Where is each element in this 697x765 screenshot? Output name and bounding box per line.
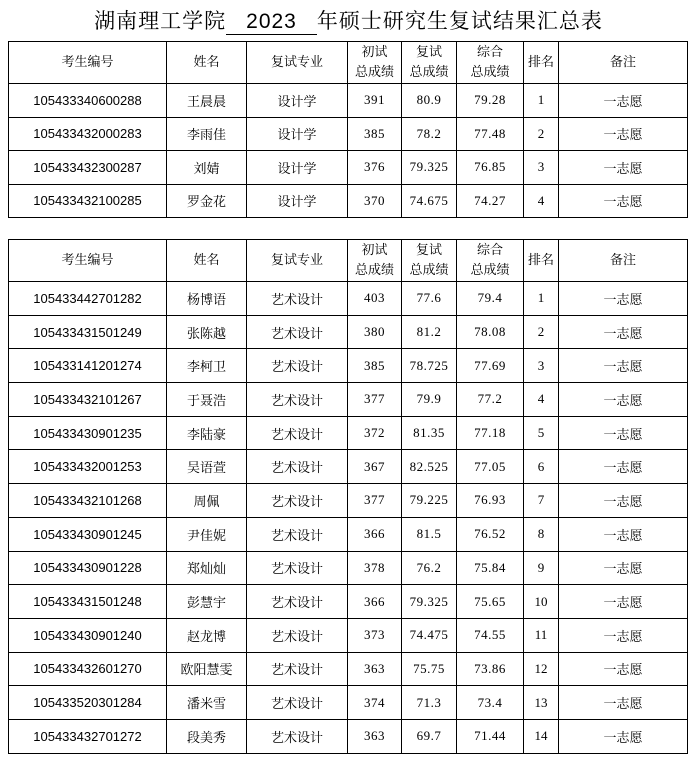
note-cell: 一志愿 xyxy=(559,450,688,484)
name-cell: 李雨佳 xyxy=(167,117,247,151)
table-row xyxy=(9,585,688,619)
rank-cell: 3 xyxy=(524,151,559,185)
total-score-cell: 73.4 xyxy=(457,686,524,720)
note-cell: 一志愿 xyxy=(559,517,688,551)
name-cell: 吴语萱 xyxy=(167,450,247,484)
header-retest-score xyxy=(402,42,457,84)
retest-score-cell: 79.325 xyxy=(402,151,457,185)
total-score-cell: 77.2 xyxy=(457,383,524,417)
note-cell: 一志愿 xyxy=(559,719,688,753)
name-cell: 于聂浩 xyxy=(167,383,247,417)
name-cell: 李陆豪 xyxy=(167,416,247,450)
header-total-score xyxy=(457,240,524,282)
header-retest-line2: 总成绩 xyxy=(409,64,449,80)
candidate-id-cell: 105433520301284 xyxy=(9,686,167,720)
note-cell: 一志愿 xyxy=(559,484,688,518)
initial-score-cell: 377 xyxy=(348,383,402,417)
header-initial-line1: 初试 xyxy=(361,242,388,258)
header-rank: 排名 xyxy=(524,42,559,84)
rank-cell: 4 xyxy=(524,383,559,417)
table-row xyxy=(9,151,688,185)
note-cell: 一志愿 xyxy=(559,686,688,720)
table-row xyxy=(9,383,688,417)
total-score-cell: 74.27 xyxy=(457,184,524,218)
retest-score-cell: 80.9 xyxy=(402,84,457,118)
retest-score-cell: 77.6 xyxy=(402,282,457,316)
header-initial-line2: 总成绩 xyxy=(354,262,394,278)
header-initial-score xyxy=(348,240,402,282)
name-cell: 王晨晨 xyxy=(167,84,247,118)
results-table-art-design xyxy=(8,239,688,754)
table-row xyxy=(9,652,688,686)
candidate-id-cell: 105433432101267 xyxy=(9,383,167,417)
table-row xyxy=(9,618,688,652)
total-score-cell: 76.85 xyxy=(457,151,524,185)
note-cell: 一志愿 xyxy=(559,184,688,218)
table-row xyxy=(9,450,688,484)
major-cell: 艺术设计 xyxy=(247,315,348,349)
initial-score-cell: 377 xyxy=(348,484,402,518)
major-cell: 艺术设计 xyxy=(247,585,348,619)
table-row xyxy=(9,84,688,118)
total-score-cell: 74.55 xyxy=(457,618,524,652)
initial-score-cell: 363 xyxy=(348,652,402,686)
initial-score-cell: 403 xyxy=(348,282,402,316)
header-total-line2: 总成绩 xyxy=(470,64,510,80)
candidate-id-cell: 105433431501248 xyxy=(9,585,167,619)
note-cell: 一志愿 xyxy=(559,315,688,349)
header-total-line2: 总成绩 xyxy=(470,262,510,278)
total-score-cell: 75.84 xyxy=(457,551,524,585)
header-initial-score xyxy=(348,42,402,84)
header-note: 备注 xyxy=(559,42,688,84)
note-cell: 一志愿 xyxy=(559,618,688,652)
major-cell: 艺术设计 xyxy=(247,484,348,518)
major-cell: 艺术设计 xyxy=(247,652,348,686)
candidate-id-cell: 105433432100285 xyxy=(9,184,167,218)
header-retest-score xyxy=(402,240,457,282)
candidate-id-cell: 105433432300287 xyxy=(9,151,167,185)
retest-score-cell: 69.7 xyxy=(402,719,457,753)
rank-cell: 1 xyxy=(524,282,559,316)
total-score-cell: 79.4 xyxy=(457,282,524,316)
initial-score-cell: 376 xyxy=(348,151,402,185)
retest-score-cell: 78.725 xyxy=(402,349,457,383)
table-row xyxy=(9,551,688,585)
name-cell: 段美秀 xyxy=(167,719,247,753)
candidate-id-cell: 105433432000283 xyxy=(9,117,167,151)
title-year: 2023 xyxy=(226,10,317,35)
note-cell: 一志愿 xyxy=(559,551,688,585)
retest-score-cell: 74.675 xyxy=(402,184,457,218)
header-major: 复试专业 xyxy=(247,42,348,84)
header-total-line1: 综合 xyxy=(476,242,503,258)
total-score-cell: 77.69 xyxy=(457,349,524,383)
major-cell: 设计学 xyxy=(247,184,348,218)
header-name: 姓名 xyxy=(167,240,247,282)
rank-cell: 2 xyxy=(524,117,559,151)
note-cell: 一志愿 xyxy=(559,349,688,383)
table-header-row xyxy=(9,42,688,84)
name-cell: 张陈越 xyxy=(167,315,247,349)
name-cell: 赵龙博 xyxy=(167,618,247,652)
retest-score-cell: 79.225 xyxy=(402,484,457,518)
initial-score-cell: 366 xyxy=(348,517,402,551)
candidate-id-cell: 105433432601270 xyxy=(9,652,167,686)
rank-cell: 3 xyxy=(524,349,559,383)
name-cell: 彭慧宇 xyxy=(167,585,247,619)
initial-score-cell: 391 xyxy=(348,84,402,118)
name-cell: 潘米雪 xyxy=(167,686,247,720)
candidate-id-cell: 105433430901228 xyxy=(9,551,167,585)
major-cell: 设计学 xyxy=(247,117,348,151)
total-score-cell: 75.65 xyxy=(457,585,524,619)
candidate-id-cell: 105433442701282 xyxy=(9,282,167,316)
total-score-cell: 77.18 xyxy=(457,416,524,450)
candidate-id-cell: 105433430901235 xyxy=(9,416,167,450)
major-cell: 艺术设计 xyxy=(247,450,348,484)
rank-cell: 6 xyxy=(524,450,559,484)
header-total-score xyxy=(457,42,524,84)
rank-cell: 1 xyxy=(524,84,559,118)
header-total-line1: 综合 xyxy=(476,44,503,60)
table-row xyxy=(9,184,688,218)
candidate-id-cell: 105433432001253 xyxy=(9,450,167,484)
table-row xyxy=(9,315,688,349)
total-score-cell: 76.93 xyxy=(457,484,524,518)
name-cell: 尹佳妮 xyxy=(167,517,247,551)
retest-score-cell: 76.2 xyxy=(402,551,457,585)
total-score-cell: 78.08 xyxy=(457,315,524,349)
retest-score-cell: 75.75 xyxy=(402,652,457,686)
name-cell: 郑灿灿 xyxy=(167,551,247,585)
note-cell: 一志愿 xyxy=(559,84,688,118)
total-score-cell: 71.44 xyxy=(457,719,524,753)
header-initial-line2: 总成绩 xyxy=(354,64,394,80)
candidate-id-cell: 105433430901240 xyxy=(9,618,167,652)
total-score-cell: 77.48 xyxy=(457,117,524,151)
initial-score-cell: 366 xyxy=(348,585,402,619)
total-score-cell: 77.05 xyxy=(457,450,524,484)
retest-score-cell: 82.525 xyxy=(402,450,457,484)
header-initial-line1: 初试 xyxy=(361,44,388,60)
header-candidate-id: 考生编号 xyxy=(9,42,167,84)
rank-cell: 2 xyxy=(524,315,559,349)
initial-score-cell: 373 xyxy=(348,618,402,652)
table-row xyxy=(9,719,688,753)
initial-score-cell: 370 xyxy=(348,184,402,218)
candidate-id-cell: 105433432701272 xyxy=(9,719,167,753)
major-cell: 设计学 xyxy=(247,84,348,118)
retest-score-cell: 79.325 xyxy=(402,585,457,619)
major-cell: 艺术设计 xyxy=(247,517,348,551)
initial-score-cell: 363 xyxy=(348,719,402,753)
rank-cell: 10 xyxy=(524,585,559,619)
major-cell: 艺术设计 xyxy=(247,551,348,585)
candidate-id-cell: 105433431501249 xyxy=(9,315,167,349)
initial-score-cell: 374 xyxy=(348,686,402,720)
table-row xyxy=(9,349,688,383)
note-cell: 一志愿 xyxy=(559,282,688,316)
title-suffix: 年硕士研究生复试结果汇总表 xyxy=(316,9,603,33)
header-retest-line2: 总成绩 xyxy=(409,262,449,278)
initial-score-cell: 367 xyxy=(348,450,402,484)
major-cell: 艺术设计 xyxy=(247,686,348,720)
rank-cell: 11 xyxy=(524,618,559,652)
header-name: 姓名 xyxy=(167,42,247,84)
retest-score-cell: 81.2 xyxy=(402,315,457,349)
major-cell: 艺术设计 xyxy=(247,349,348,383)
major-cell: 艺术设计 xyxy=(247,416,348,450)
candidate-id-cell: 105433340600288 xyxy=(9,84,167,118)
note-cell: 一志愿 xyxy=(559,652,688,686)
major-cell: 艺术设计 xyxy=(247,282,348,316)
retest-score-cell: 71.3 xyxy=(402,686,457,720)
retest-score-cell: 78.2 xyxy=(402,117,457,151)
note-cell: 一志愿 xyxy=(559,383,688,417)
retest-score-cell: 79.9 xyxy=(402,383,457,417)
rank-cell: 12 xyxy=(524,652,559,686)
major-cell: 艺术设计 xyxy=(247,618,348,652)
candidate-id-cell: 105433432101268 xyxy=(9,484,167,518)
table-row xyxy=(9,117,688,151)
initial-score-cell: 378 xyxy=(348,551,402,585)
rank-cell: 5 xyxy=(524,416,559,450)
initial-score-cell: 380 xyxy=(348,315,402,349)
name-cell: 李柯卫 xyxy=(167,349,247,383)
total-score-cell: 76.52 xyxy=(457,517,524,551)
header-candidate-id: 考生编号 xyxy=(9,240,167,282)
name-cell: 刘婧 xyxy=(167,151,247,185)
major-cell: 艺术设计 xyxy=(247,383,348,417)
table-header-row xyxy=(9,240,688,282)
initial-score-cell: 385 xyxy=(348,349,402,383)
header-major: 复试专业 xyxy=(247,240,348,282)
table-row xyxy=(9,686,688,720)
initial-score-cell: 385 xyxy=(348,117,402,151)
candidate-id-cell: 105433141201274 xyxy=(9,349,167,383)
table-row xyxy=(9,282,688,316)
header-rank: 排名 xyxy=(524,240,559,282)
name-cell: 欧阳慧雯 xyxy=(167,652,247,686)
name-cell: 周佩 xyxy=(167,484,247,518)
note-cell: 一志愿 xyxy=(559,416,688,450)
retest-score-cell: 81.35 xyxy=(402,416,457,450)
rank-cell: 14 xyxy=(524,719,559,753)
name-cell: 杨博语 xyxy=(167,282,247,316)
table-row xyxy=(9,416,688,450)
page-title xyxy=(0,4,697,38)
retest-score-cell: 81.5 xyxy=(402,517,457,551)
rank-cell: 7 xyxy=(524,484,559,518)
header-retest-line1: 复试 xyxy=(415,44,442,60)
note-cell: 一志愿 xyxy=(559,585,688,619)
rank-cell: 9 xyxy=(524,551,559,585)
title-school: 湖南理工学院 xyxy=(94,9,227,33)
initial-score-cell: 372 xyxy=(348,416,402,450)
name-cell: 罗金花 xyxy=(167,184,247,218)
total-score-cell: 79.28 xyxy=(457,84,524,118)
table-row xyxy=(9,517,688,551)
results-table-design xyxy=(8,41,688,218)
header-note: 备注 xyxy=(559,240,688,282)
table-row xyxy=(9,484,688,518)
candidate-id-cell: 105433430901245 xyxy=(9,517,167,551)
retest-score-cell: 74.475 xyxy=(402,618,457,652)
total-score-cell: 73.86 xyxy=(457,652,524,686)
major-cell: 艺术设计 xyxy=(247,719,348,753)
header-retest-line1: 复试 xyxy=(415,242,442,258)
note-cell: 一志愿 xyxy=(559,117,688,151)
note-cell: 一志愿 xyxy=(559,151,688,185)
rank-cell: 8 xyxy=(524,517,559,551)
rank-cell: 13 xyxy=(524,686,559,720)
rank-cell: 4 xyxy=(524,184,559,218)
major-cell: 设计学 xyxy=(247,151,348,185)
